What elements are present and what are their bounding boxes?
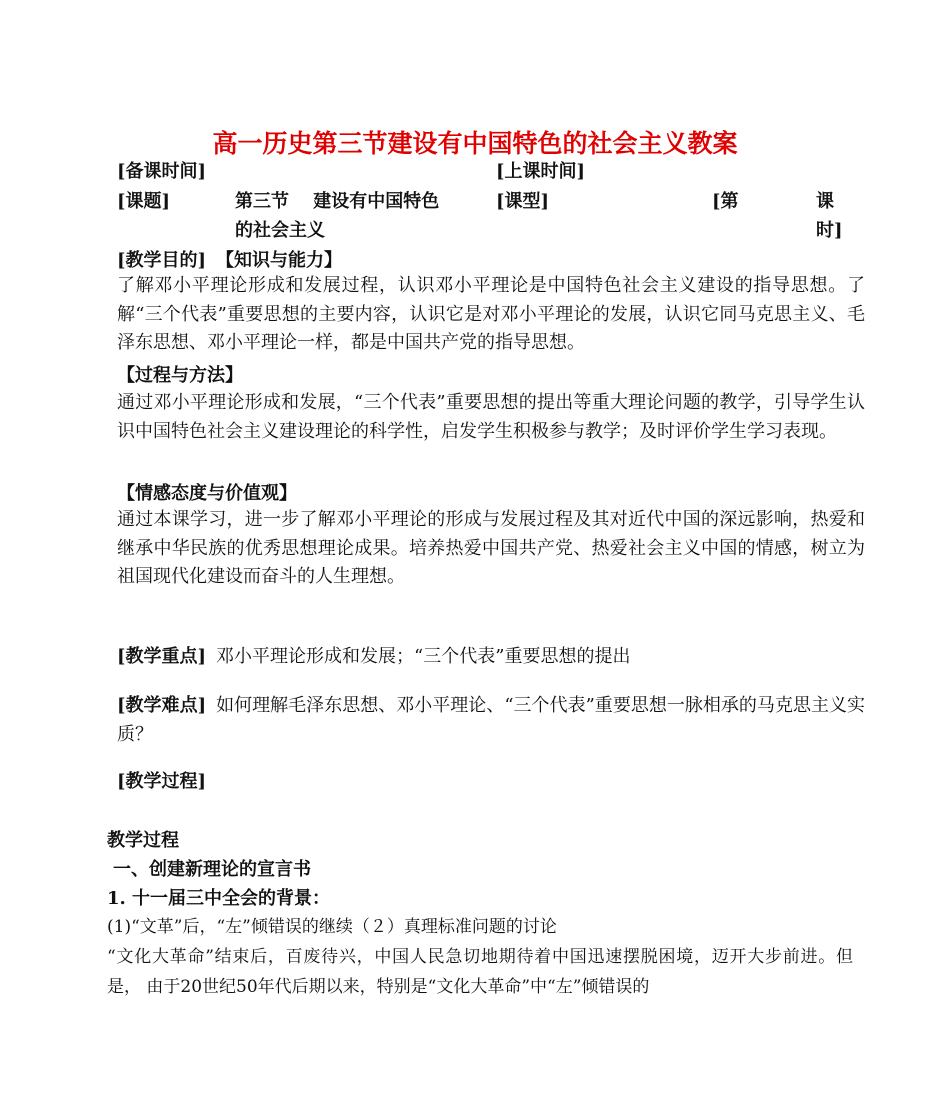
key-point-label: [教学重点] (117, 646, 207, 667)
period-label-start: [第 (712, 191, 739, 212)
period-label-mid: 课 (816, 191, 834, 212)
key-point-row (117, 644, 630, 670)
knowledge-text: 了解邓小平理论形成和发展过程，认识邓小平理论是中国特色社会主义建设的指导思想。了解“三个代表”重要思想的主要内容，认识它是对邓小平理论的发展，认识它同马克思主义、毛泽东思想、邓小平理论一样，都是中国共产党的指导思想。 (117, 275, 865, 353)
body-heading: 教学过程 (107, 830, 179, 851)
class-time-label: [上课时间] (496, 161, 586, 182)
knowledge-heading: 【知识与能力】 (216, 250, 343, 271)
sub-item-1: (1)“文革”后，“左”倾错误的继续（２）真理标准问题的讨论 (107, 917, 557, 937)
item-heading-1: 1. 十一届三中全会的背景： (107, 888, 331, 909)
topic-line-2: 的社会主义 (235, 220, 325, 241)
document-title: 高一历史第三节建设有中国特色的社会主义教案 (212, 129, 738, 158)
difficulty-text: 如何理解毛泽东思想、邓小平理论、“三个代表”重要思想一脉相承的马克思主义实质？ (117, 695, 865, 745)
lesson-type-label: [课型] (496, 191, 550, 212)
teaching-process-label: [教学过程] (117, 771, 207, 792)
topic-label: [课题] (117, 191, 171, 212)
topic-line-1: 第三节 建设有中国特色 (235, 191, 440, 212)
difficulty-row (117, 692, 865, 749)
prep-time-label: [备课时间] (117, 161, 207, 182)
emotion-heading: 【情感态度与价值观】 (117, 483, 297, 504)
objectives-row (117, 248, 342, 274)
difficulty-label: [教学难点] (117, 695, 207, 716)
section-heading-1: 一、创建新理论的宣言书 (113, 859, 311, 880)
objectives-label: [教学目的] (117, 250, 207, 271)
process-method-heading: 【过程与方法】 (117, 365, 243, 386)
emotion-text: 通过本课学习，进一步了解邓小平理论的形成与发展过程及其对近代中国的深远影响，热爱和继承中华民族的优秀思想理论成果。培养热爱中国共产党、热爱社会主义中国的情感，树立为祖国现代化建设而奋斗的人生理想。 (117, 509, 865, 587)
process-method-text: 通过邓小平理论形成和发展，“三个代表”重要思想的提出等重大理论问题的教学，引导学生认识中国特色社会主义建设理论的科学性，启发学生积极参与教学；及时评价学生学习表现。 (117, 392, 865, 442)
period-label-end: 时] (816, 220, 843, 241)
body-paragraph-1: “文化大革命”结束后，百废待兴，中国人民急切地期待着中国迅速摆脱困境，迈开大步前进。但是， 由于20世纪50年代后期以来，特别是“文化大革命”中“左”倾错误的 (107, 947, 853, 997)
key-point-text: 邓小平理论形成和发展；“三个代表”重要思想的提出 (216, 646, 631, 667)
